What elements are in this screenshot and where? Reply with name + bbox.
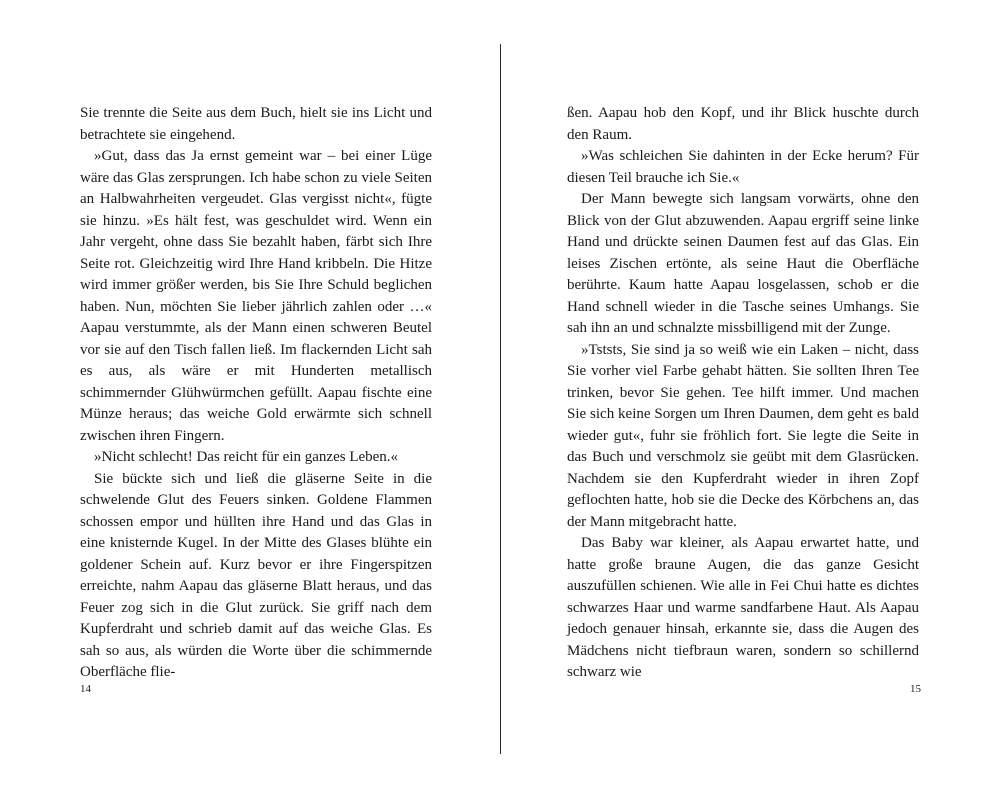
paragraph: Der Mann bewegte sich langsam vorwärts, ohne den Blick von der Glut abzuwenden. Aapau ergriff seine linke Hand und drückte seinen Daumen fest auf das Glas. Ein leises Zischen ertönte, als seine Haut die Oberfläche berührte. Kaum hatte Aapau losgelassen, schob er die Hand schnell wieder in die Tasche seines Umhangs. Sie sah ihn an und schnalzte missbilligend mit der Zunge.: [567, 191, 919, 336]
book-spine-divider: [500, 44, 501, 754]
paragraph: Sie trennte die Seite aus dem Buch, hielt sie ins Licht und betrachtete sie eingehend.: [80, 105, 432, 143]
paragraph: ßen. Aapau hob den Kopf, und ihr Blick huschte durch den Raum.: [567, 105, 919, 143]
paragraph: Sie bückte sich und ließ die gläserne Seite in die schwelende Glut des Feuers sinken. Goldene Flammen schossen empor und hüllten ihre Hand und das Glas in eine knisternde Kugel. In der Mitte des Glases blühte ein goldener Schein auf. Kurz bevor er ihre Fingerspitzen erreichte, nahm Aapau das gläserne Blatt heraus, und das Feuer zog sich in die Glut zurück. Sie griff nach dem Kupferdraht und schrieb damit auf das weiche Glas. Es sah so aus, als würden die Worte über die schimmernde Oberfläche flie-: [80, 470, 432, 680]
paragraph: »Was schleichen Sie dahinten in der Ecke herum? Für diesen Teil brauche ich Sie.«: [567, 148, 919, 186]
paragraph: »Gut, dass das Ja ernst gemeint war – bei einer Lüge wäre das Glas zersprungen. Ich habe schon zu viele Seiten an Halbwahrheiten vergeudet. Glas vergisst nicht«, fügte sie hinzu. »Es hält fest, was geschuldet wird. Wenn ein Jahr vergeht, ohne dass Sie bezahlt haben, färbt sich Ihre Seite rot. Gleichzeitig wird Ihre Hand kribbeln. Die Hitze wird immer größer werden, bis Sie Ihre Schuld beglichen haben. Nun, möchten Sie lieber jährlich zahlen oder …« Aapau verstummte, als der Mann einen schweren Beutel vor sie auf den Tisch fallen ließ. Im flackernden Licht sah es aus, als wäre er mit Hunderten metallisch schimmernder Glühwürmchen gefüllt. Aapau fischte eine Münze heraus; das weiche Gold erwärmte sich schnell zwischen ihren Fingern.: [80, 148, 432, 444]
paragraph: »Nicht schlecht! Das reicht für ein ganzes Leben.«: [94, 449, 399, 465]
page-number-right: 15: [910, 683, 921, 695]
paragraph: Das Baby war kleiner, als Aapau erwartet hatte, und hatte große braune Augen, die das ganze Gesicht auszufüllen schienen. Wie alle in Fei Chui hatte es dichtes schwarzes Haar und warme sandfarbene Haut. Als Aapau jedoch genauer hinsah, erkannte sie, dass die Augen des Mädchens nicht tiefbraun waren, sondern so schillernd schwarz wie: [567, 535, 919, 680]
right-page-text: [567, 103, 919, 684]
left-page-text: [80, 103, 432, 684]
paragraph: »Tststs, Sie sind ja so weiß wie ein Laken – nicht, dass Sie vorher viel Farbe gehabt hätten. Sie sollten Ihren Tee trinken, bevor Sie gehen. Tee hilft immer. Und machen Sie sich keine Sorgen um Ihren Daumen, dem geht es bald wieder gut«, fuhr sie fröhlich fort. Sie legte die Seite in das Buch und verschmolz sie geübt mit dem Glasrücken. Nachdem sie den Kupferdraht wieder in ihren Zopf geflochten hatte, hob sie die Decke des Körbchens an, das der Mann mitgebracht hatte.: [567, 341, 919, 530]
page-number-left: 14: [80, 683, 91, 695]
